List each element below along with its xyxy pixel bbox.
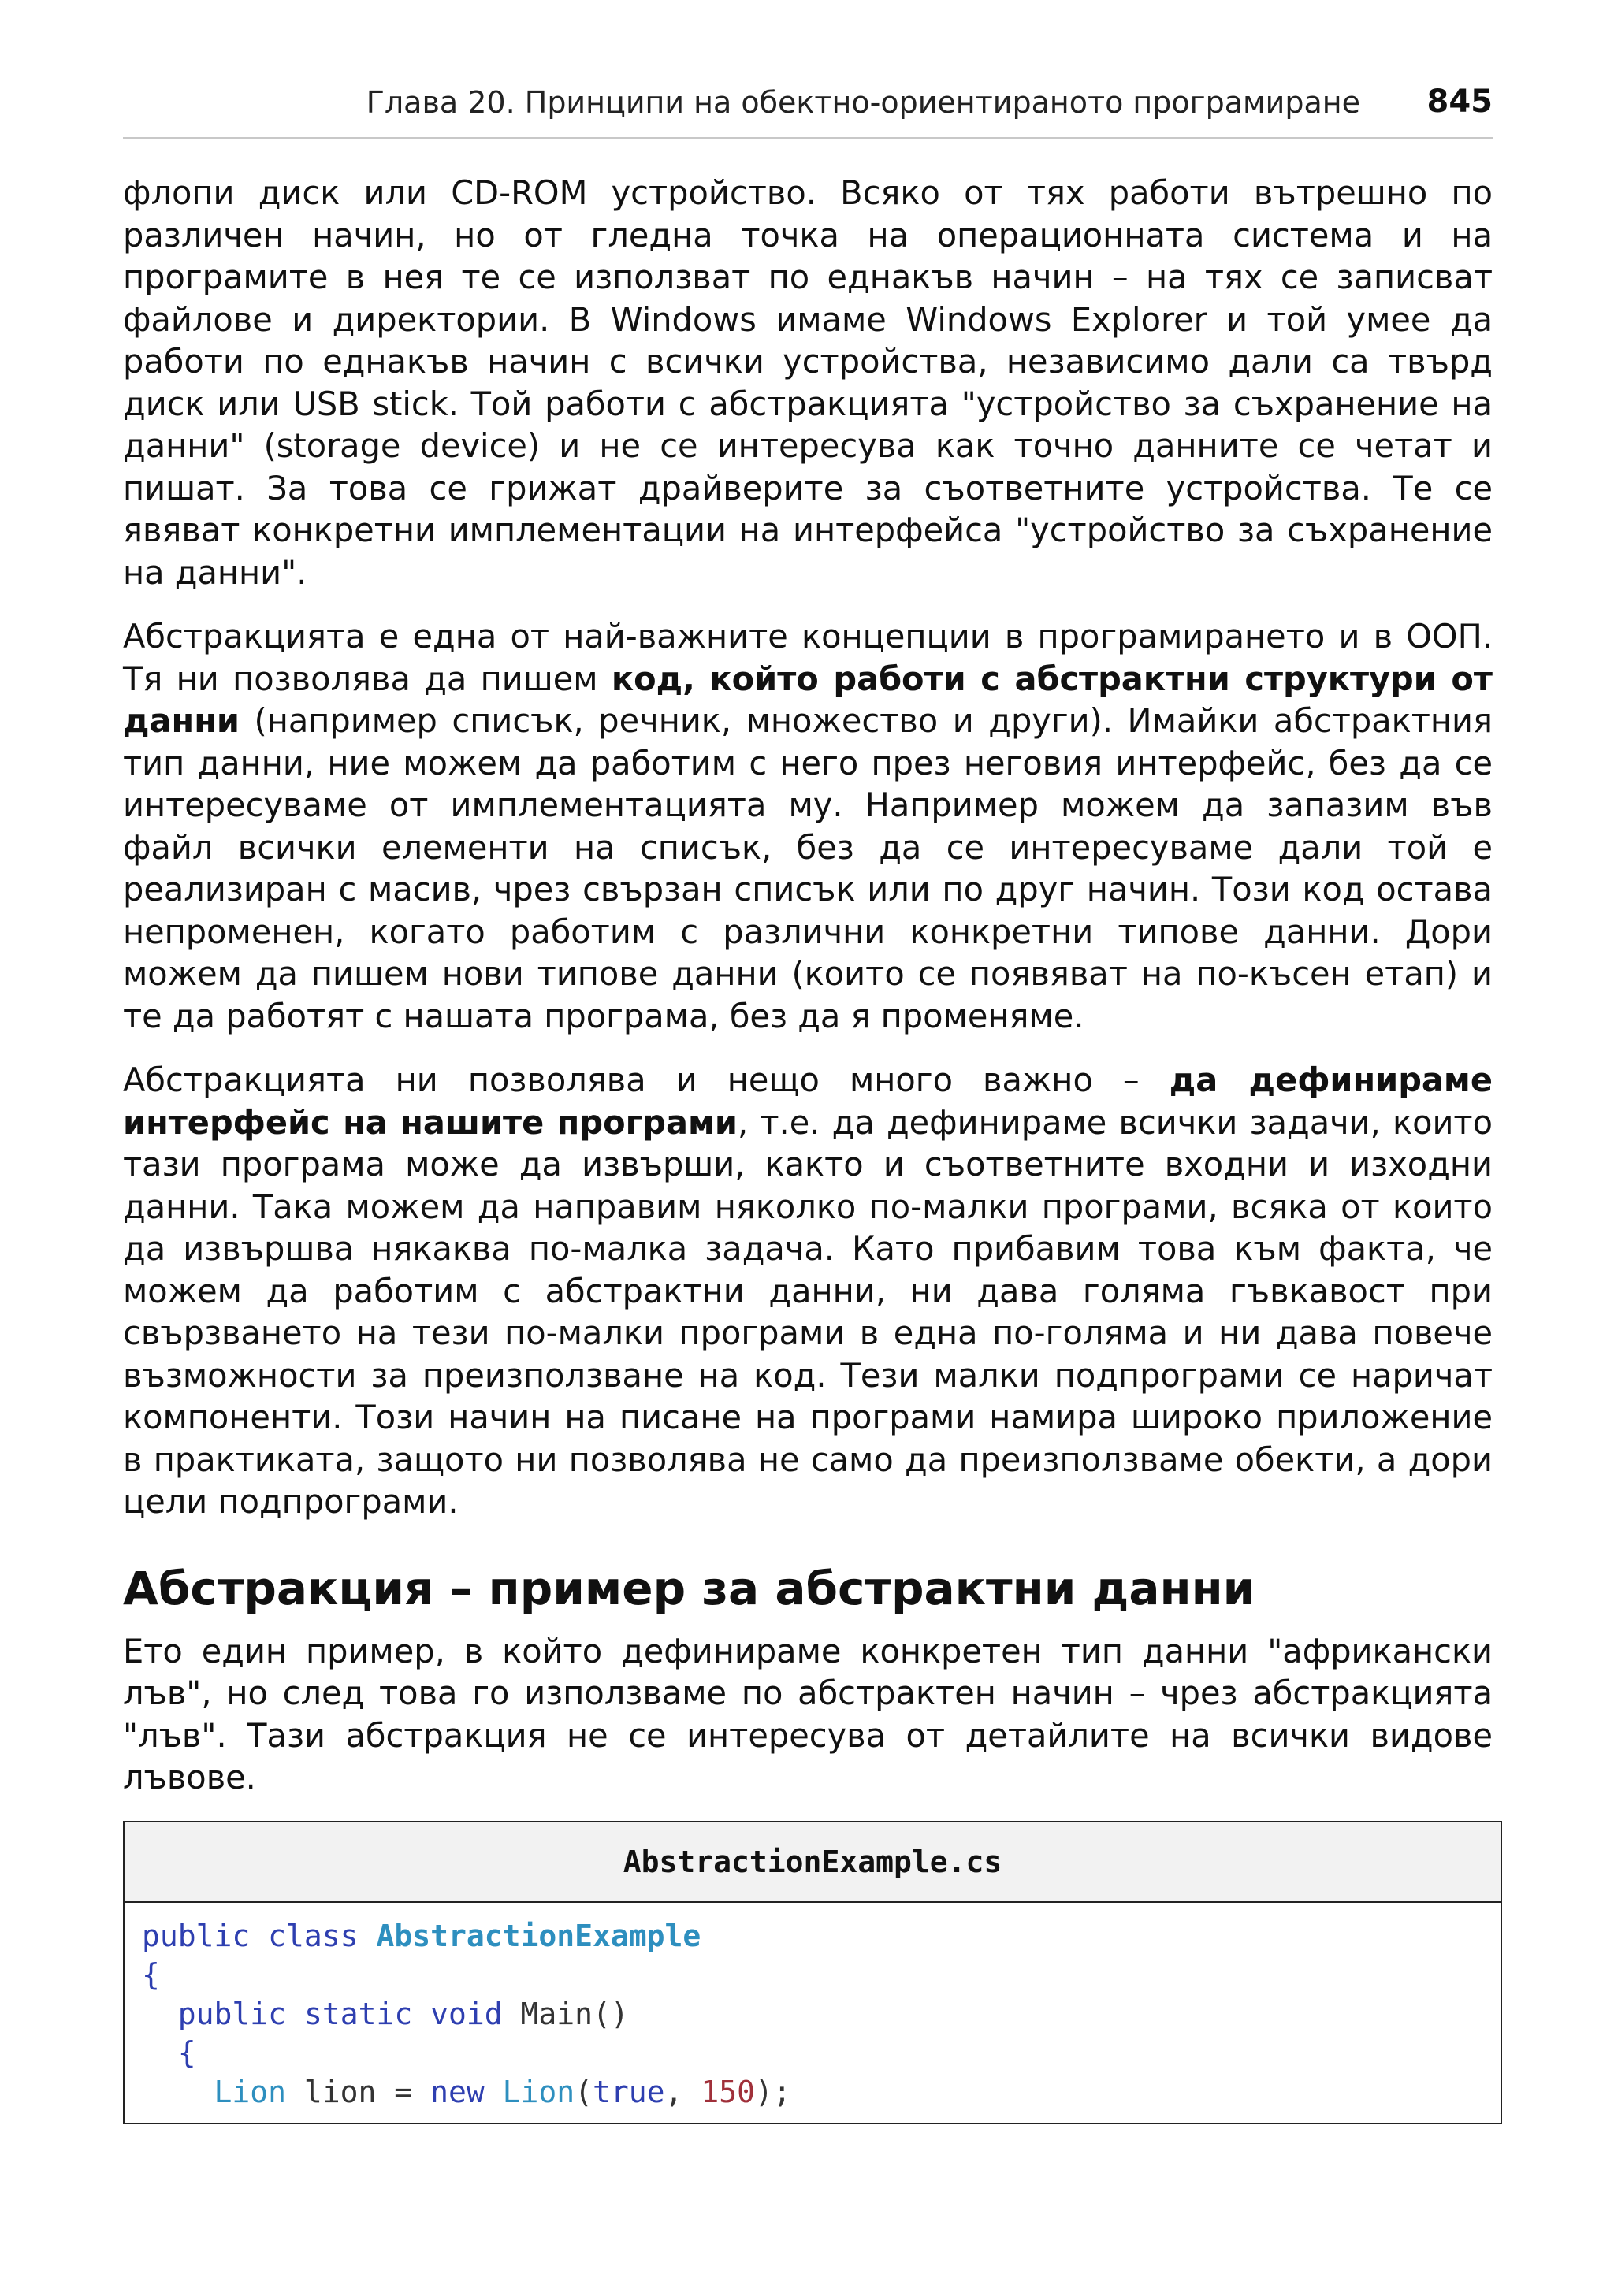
code-type: Lion <box>214 2074 287 2109</box>
page-header <box>123 79 1493 139</box>
code-punct: , <box>664 2074 683 2109</box>
paragraph-1: флопи диск или CD-ROM устройство. Всяко от тях работи вътрешно по различен начин, но от гледна точка на операционната система и на програмите в нея те се използват по еднакъв начин – на тях се записват файлове и директории. В Windows имаме Windows Explorer и той умее да работи по еднакъв начин с всички устройства, независимо дали са твърд диск или USB stick. Той работи с абстракцията "устройство за съхранение на данни" (storage device) и не се интересува как точно данните се четат и пишат. За това се грижат драйверите за съответните устройства. Те се явяват конкретни имплементации на интерфейса "устройство за съхранение на данни". <box>123 173 1493 592</box>
code-keyword: static <box>303 1996 413 2031</box>
code-punct: ); <box>754 2074 791 2109</box>
code-method: Main() <box>520 1996 629 2031</box>
code-keyword: public <box>177 1996 287 2031</box>
code-class-name: AbstractionExample <box>376 1918 701 1953</box>
code-keyword: true <box>593 2074 665 2109</box>
code-body <box>125 1903 1501 2123</box>
chapter-title: Глава 20. Принципи на обектно-ориентираното програмиране <box>366 85 1360 120</box>
code-listing <box>123 1821 1502 2125</box>
code-keyword: new <box>430 2074 485 2109</box>
code-keyword: public <box>142 1918 251 1953</box>
paragraph-2-text-a: Абстракцията е една от най-важните концепции в програмирането и в ООП. Тя ни позволява да пишем <box>123 617 1493 698</box>
section-title: Абстракция – пример за абстрактни данни <box>123 1561 1255 1615</box>
paragraph-2 <box>123 615 1493 1037</box>
paragraph-2-text-c: (например списък, речник, множество и други). Имайки абстрактния тип данни, ние можем да работим с него през неговия интерфейс, без да се интересуваме от имплементацията му. Например можем да запазим във файл всички елементи на списък, без да се интересуваме дали той е реализиран с масив, чрез свързан списък или по друг начин. Този код остава непроменен, когато работим с различни конкретни типове данни. Дори можем да пишем нови типове данни (които се появяват на по-късен етап) и те да работят с нашата програма, без да я променяме. <box>123 701 1493 1035</box>
paragraph-3 <box>123 1059 1493 1523</box>
paragraph-4: Ето един пример, в който дефинираме конкретен тип данни "африкански лъв", но след това го използваме по абстрактен начин – чрез абстракцията "лъв". Тази абстракция не се интересува от детайлите на всички видове лъвове. <box>123 1631 1493 1796</box>
code-variable: lion = <box>303 2074 413 2109</box>
code-keyword: void <box>430 1996 503 2031</box>
paragraph-3-text-a: Абстракцията ни позволява и нещо много важно – <box>123 1061 1170 1099</box>
code-brace: { <box>177 2035 196 2070</box>
page-number: 845 <box>1426 84 1493 120</box>
paragraph-2-bold: код, който работи с абстрактни структури от данни <box>123 659 1493 740</box>
code-filename: AbstractionExample.cs <box>125 1822 1501 1903</box>
paragraph-3-text-c: , т.е. да дефинираме всички задачи, които тази програма може да извърши, както и съответните входни и изходни данни. Така можем да направим няколко по-малки програми, всяка от които да извършва някаква по-малка задача. Като прибавим това към факта, че можем да работим с абстрактни данни, ни дава голяма гъвкавост при свързването на тези по-малки програми в една по-голяма и ни дава повече възможности за преизползване на код. Тези малки подпрограми се наричат компоненти. Този начин на писане на програми намира широко приложение в практиката, защото ни позволява не само да преизползваме обекти, а дори цели подпрограми. <box>123 1102 1493 1521</box>
code-type: Lion <box>502 2074 575 2109</box>
page-content <box>123 172 1493 2124</box>
code-number: 150 <box>701 2074 755 2109</box>
code-brace: { <box>142 1957 160 1992</box>
paragraph-3-bold: да дефинираме интерфейс на нашите програми <box>123 1061 1493 1142</box>
code-punct: ( <box>575 2074 593 2109</box>
code-keyword: class <box>268 1918 359 1953</box>
